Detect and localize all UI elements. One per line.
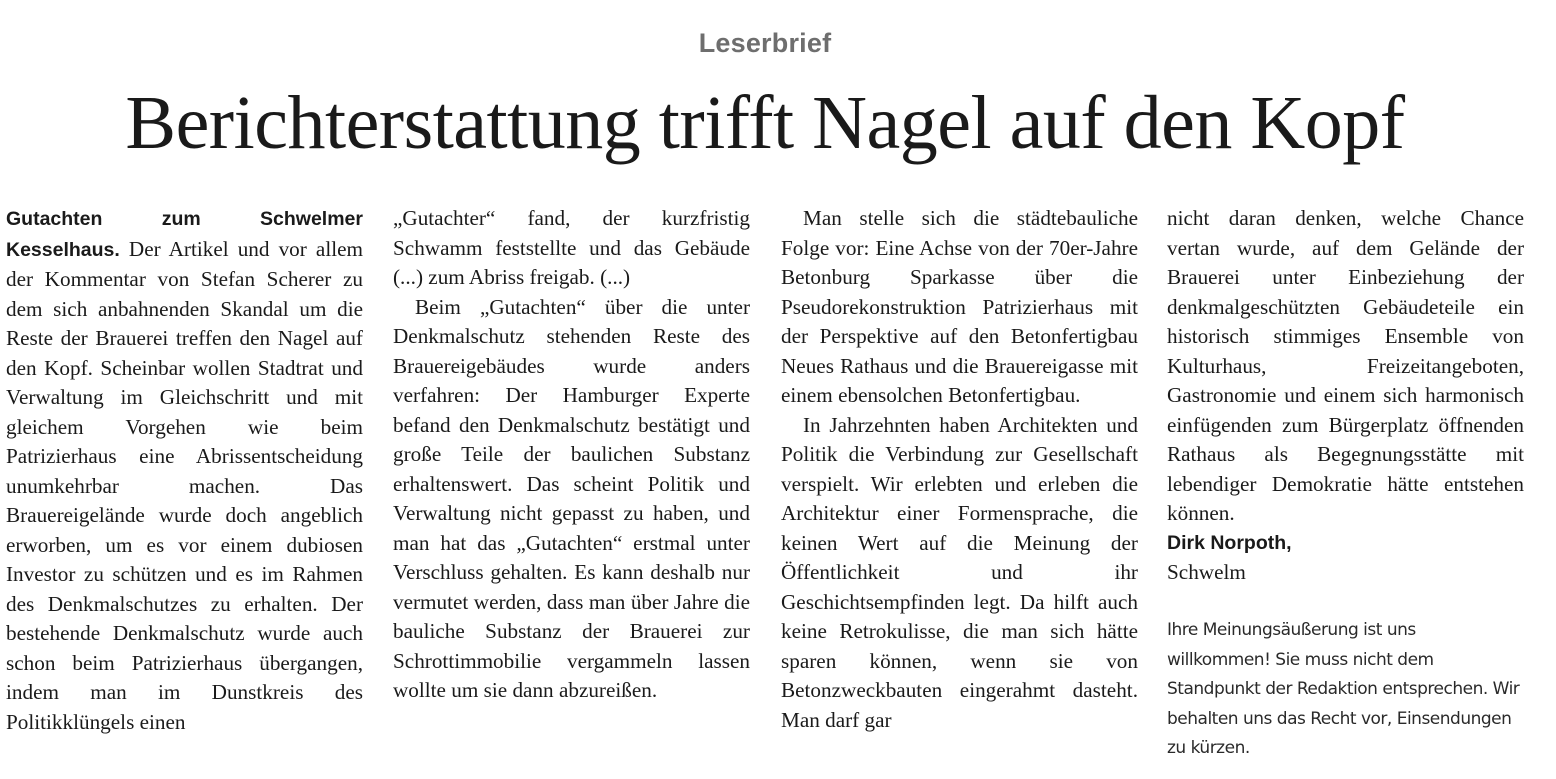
- column-1: [6, 204, 363, 737]
- author-place: Schwelm: [1167, 560, 1246, 584]
- lead-bold: Gutachten zum Schwelmer Kesselhaus.: [6, 208, 363, 261]
- section-kicker: Leserbrief: [698, 28, 832, 58]
- author-name: Dirk Norpoth,: [1167, 531, 1292, 554]
- paragraph-4-continued: nicht daran denken, welche Chance vertan wurde, auf dem Gelände der Brauerei unter Einbeziehung der denkmalgeschützten Gebäudeteile ein historisch stimmiges Ensemble von Kulturhaus, Freizeitangeboten, Gastronomie und einem sich harmonisch einfügenden zum Bürgerplatz öffnenden Rathaus als Begegnungsstätte mit lebendiger Demokratie hätte entstehen können.: [1167, 206, 1524, 525]
- paragraph-1-text: Der Artikel und vor allem der Kommentar von Stefan Scherer zu dem sich anbahnenden Skandal um die Reste der Brauerei treffen den Nagel auf den Kopf. Scheinbar wollen Stadtrat und Verwaltung im Gleichschritt und mit gleichem Vorgehen wie beim Patrizierhaus eine Abrissentscheidung unumkehrbar machen. Das Brauereigelände wurde doch angeblich erworben, um es vor einem dubiosen Investor zu schützen und es im Rahmen des Denkmalschutzes zu erhalten. Der bestehende Denkmalschutz wurde auch schon beim Patrizierhaus übergangen, indem man im Dunstkreis des Politikklüngels einen: [6, 236, 363, 734]
- paragraph-2: Beim „Gutachten“ über die unter Denkmalschutz stehenden Reste des Brauereigebäudes wurde anders verfahren: Der Hamburger Experte befand den Denkmalschutz bestätigt und große Teile der baulichen Substanz erhaltenswert. Das scheint Politik und Verwaltung nicht gepasst zu haben, und man hat das „Gutachten“ erstmal unter Verschluss gehalten. Es kann deshalb nur vermutet werden, dass man über Jahre die bauliche Substanz der Brauerei zur Schrottimmobilie vergammeln lassen wollte um sie dann abzureißen.: [393, 294, 750, 702]
- column-2: [393, 204, 750, 706]
- column-4: [1167, 204, 1524, 588]
- editorial-notice: Ihre Meinungsäußerung ist uns willkommen! Sie muss nicht dem Standpunkt der Redaktion entsprechen. Wir behalten uns das Recht vor, Einsendungen zu kürzen.: [1167, 620, 1520, 758]
- paragraph-3: Man stelle sich die städtebauliche Folge vor: Eine Achse von der 70er-Jahre Betonburg Sparkasse über die Pseudorekonstruktion Patrizierhaus mit der Perspektive auf den Betonfertigbau Neues Rathaus und die Brauereigasse mit einem ebensolchen Betonfertigbau.: [781, 206, 1138, 407]
- column-3: [781, 204, 1138, 735]
- paragraph-4: In Jahrzehnten haben Architekten und Politik die Verbindung zur Gesellschaft verspielt. Wir erlebten und erleben die Architektur einer Formensprache, die keinen Wert auf die Meinung der Öffentlichkeit und ihr Geschichtsempfinden legt. Da hilft auch keine Retrokulisse, die man sich hätte sparen können, wenn sie von Betonzweckbauten eingerahmt dasteht. Man darf gar: [781, 412, 1138, 732]
- author-signature: [1167, 529, 1524, 588]
- paragraph-1-continued: „Gutachter“ fand, der kurzfristig Schwamm feststellte und das Gebäude (...) zum Abriss freigab. (...): [393, 206, 750, 289]
- headline: Berichterstattung trifft Nagel auf den Kopf: [125, 81, 1405, 165]
- paragraph-1: [6, 204, 363, 737]
